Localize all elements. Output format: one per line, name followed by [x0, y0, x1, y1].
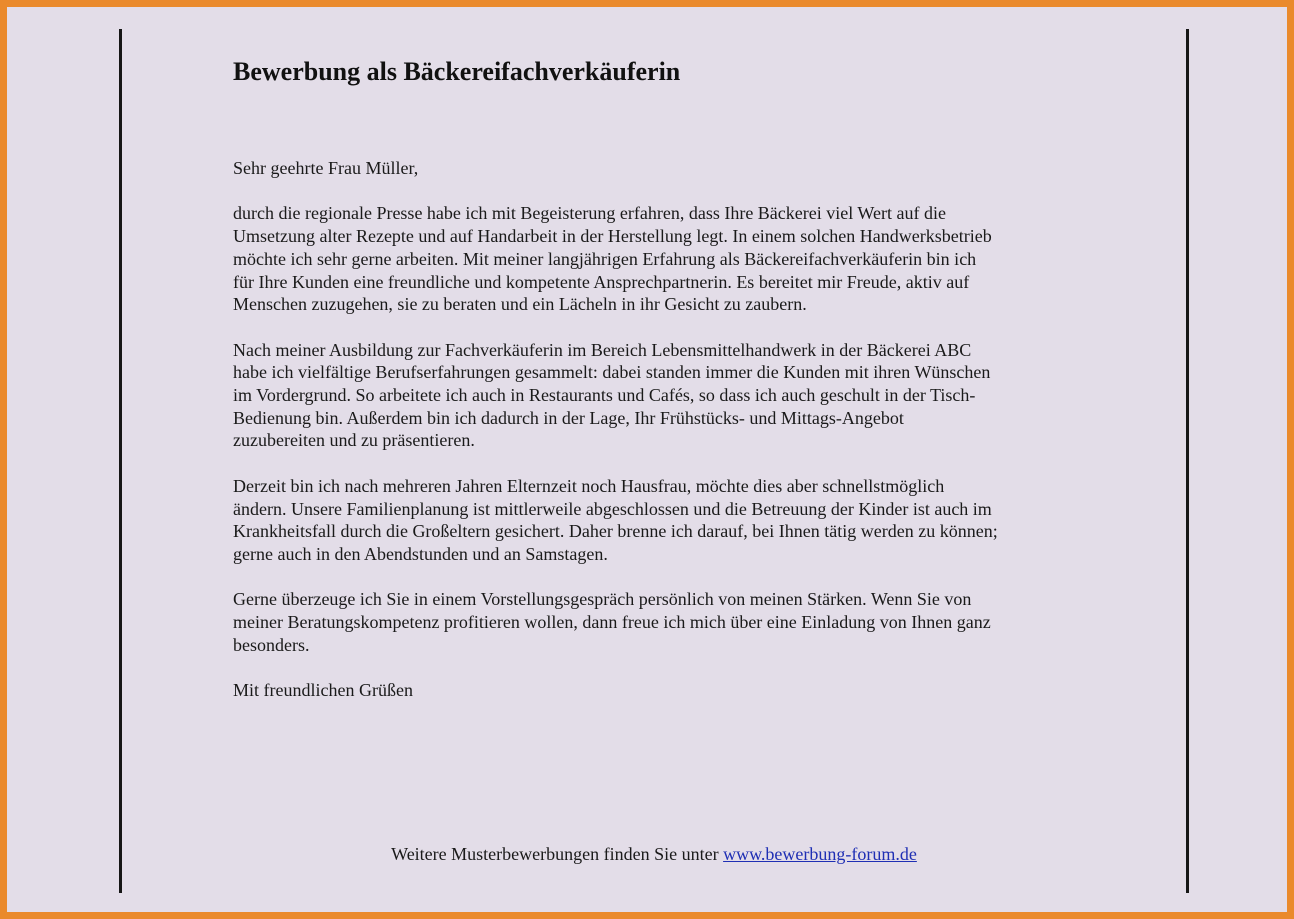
- paragraph-3: [233, 475, 1103, 566]
- paragraph-line: Krankheitsfall durch die Großeltern gesichert. Daher brenne ich darauf, bei Ihnen tätig werden zu können;: [233, 521, 998, 542]
- footer-text: Weitere Musterbewerbungen finden Sie unter: [391, 844, 724, 864]
- paragraph-line: Gerne überzeuge ich Sie in einem Vorstellungsgespräch persönlich von meinen Stärken. Wenn Sie von: [233, 589, 972, 610]
- paragraph-line: im Vordergrund. So arbeitete ich auch in Restaurants und Cafés, so dass ich auch geschult in der Tisch-: [233, 385, 976, 405]
- paragraph-line: Menschen zuzugehen, sie zu beraten und ein Lächeln in ihr Gesicht zu zaubern.: [233, 294, 807, 315]
- paragraph-line: für Ihre Kunden eine freundliche und kompetente Ansprechpartnerin. Es bereitet mir Freude, aktiv auf: [233, 271, 970, 292]
- paragraph-line: habe ich vielfältige Berufserfahrungen gesammelt: dabei standen immer die Kunden mit ihren Wünschen: [233, 362, 991, 383]
- paragraph-line: Umsetzung alter Rezepte und auf Handarbeit in der Herstellung legt. In einem solchen Handwerksbetrieb: [233, 226, 992, 247]
- paragraph-line: möchte ich sehr gerne arbeiten. Mit meiner langjährigen Erfahrung als Bäckereifachverkäuferin bin ich: [233, 248, 977, 269]
- paragraph-line: Derzeit bin ich nach mehreren Jahren Elternzeit noch Hausfrau, möchte dies aber schnellstmöglich: [233, 475, 945, 496]
- letter-title: Bewerbung als Bäckereifachverkäuferin: [233, 57, 681, 86]
- footer-link[interactable]: www.bewerbung-forum.de: [723, 844, 917, 864]
- paragraph-4: [233, 588, 1103, 656]
- salutation: Sehr geehrte Frau Müller,: [233, 158, 419, 178]
- paragraph-line: zuzubereiten und zu präsentieren.: [233, 430, 475, 451]
- closing: Mit freundlichen Grüßen: [233, 680, 413, 701]
- paragraph-line: Nach meiner Ausbildung zur Fachverkäuferin im Bereich Lebensmittelhandwerk in der Bäckerei ABC: [233, 339, 972, 360]
- footer-note: [7, 844, 1294, 865]
- right-margin-rule: [1186, 29, 1189, 893]
- paragraph-line: durch die regionale Presse habe ich mit Begeisterung erfahren, dass Ihre Bäckerei viel Wert auf die: [233, 203, 946, 224]
- paragraph-2: [233, 339, 1103, 453]
- paragraph-line: meiner Beratungskompetenz profitieren wollen, dann freue ich mich über eine Einladung von Ihnen ganz: [233, 612, 991, 632]
- left-margin-rule: [119, 29, 122, 893]
- paragraph-line: Bedienung bin. Außerdem bin ich dadurch in der Lage, Ihr Frühstücks- und Mittags-Angebot: [233, 407, 904, 428]
- paragraph-1: [233, 202, 1103, 316]
- paragraph-line: ändern. Unsere Familienplanung ist mittlerweile abgeschlossen und die Betreuung der Kinder ist auch im: [233, 498, 992, 519]
- letter-body: [233, 157, 1103, 724]
- paragraph-line: besonders.: [233, 634, 310, 655]
- paragraph-line: gerne auch in den Abendstunden und an Samstagen.: [233, 543, 608, 564]
